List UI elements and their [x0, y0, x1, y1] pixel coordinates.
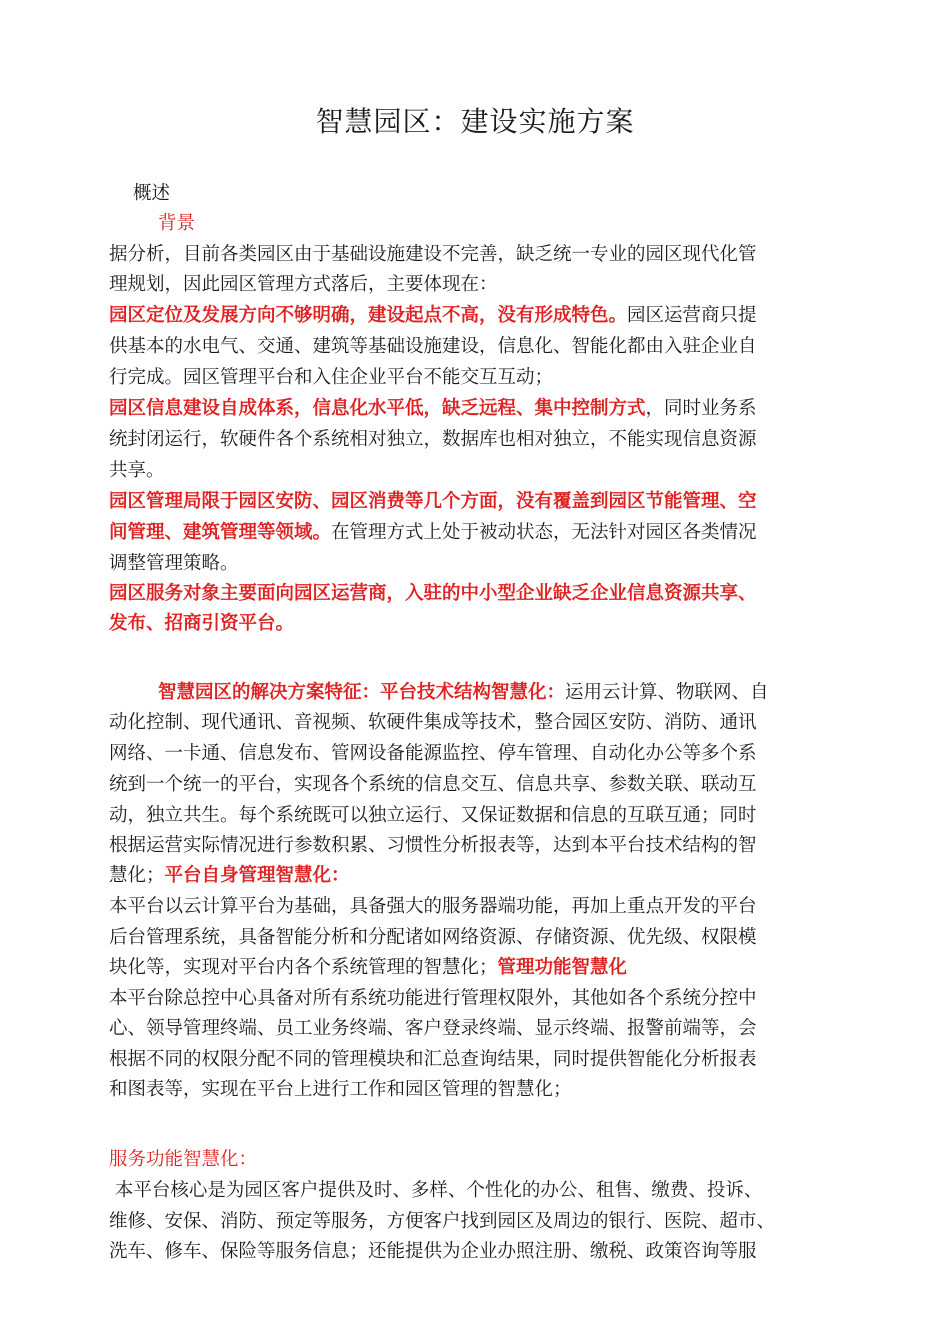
paragraph-line: 据分析，目前各类园区由于基础设施建设不完善，缺乏统一专业的园区现代化管	[109, 244, 757, 265]
paragraph-line	[109, 517, 844, 548]
paragraph-line	[158, 677, 893, 708]
paragraph-line: 根据运营实际情况进行参数积累、习惯性分析报表等，达到本平台技术结构的智	[109, 835, 757, 856]
paragraph-line: 后台管理系统，具备智能分析和分配诸如网络资源、存储资源、优先级、权限模	[109, 927, 757, 948]
body-text: 运用云计算、物联网、自	[565, 682, 769, 703]
paragraph-line: 行完成。园区管理平台和入住企业平台不能交互互动；	[109, 367, 554, 388]
paragraph-line: 园区服务对象主要面向园区运营商，入驻的中小型企业缺乏企业信息资源共享、	[109, 583, 757, 604]
paragraph-line: 心、领导管理终端、员工业务终端、客户登录终端、显示终端、报警前端等，会	[109, 1018, 757, 1039]
body-text: 块化等，实现对平台内各个系统管理的智慧化；	[109, 957, 498, 978]
paragraph-line	[109, 393, 844, 424]
paragraph-line: 本平台除总控中心具备对所有系统功能进行管理权限外，其他如各个系统分控中	[109, 988, 757, 1009]
highlight-text: 间管理、建筑管理等领域。	[109, 522, 332, 543]
paragraph-line: 洗车、修车、保险等服务信息；还能提供为企业办照注册、缴税、政策咨询等服	[109, 1241, 757, 1262]
paragraph-line: 本平台以云计算平台为基础，具备强大的服务器端功能，再加上重点开发的平台	[109, 896, 757, 917]
body-text: 园区运营商只提	[627, 305, 757, 326]
paragraph-line: 统到一个统一的平台，实现各个系统的信息交互、信息共享、参数关联、联动互	[109, 774, 757, 795]
paragraph-line: 发布、招商引资平台。	[109, 613, 295, 634]
paragraph-line	[109, 952, 844, 983]
body-text: 慧化；	[109, 865, 165, 886]
paragraph-line: 统封闭运行，软硬件各个系统相对独立，数据库也相对独立，不能实现信息资源	[109, 429, 757, 450]
paragraph-line: 维修、安保、消防、预定等服务，方便客户找到园区及周边的银行、医院、超市、	[109, 1211, 776, 1232]
paragraph-line	[109, 860, 844, 891]
highlight-text: 平台自身管理智慧化：	[164, 865, 350, 886]
highlight-text: 园区定位及发展方向不够明确，建设起点不高，没有形成特色。	[109, 305, 628, 326]
section-heading: 服务功能智慧化：	[109, 1149, 258, 1170]
paragraph-line: 调整管理策略。	[109, 553, 239, 574]
paragraph-line: 共享。	[109, 460, 165, 481]
paragraph-line: 本平台核心是为园区客户提供及时、多样、个性化的办公、租售、缴费、投诉、	[109, 1180, 763, 1201]
background-heading: 背景	[158, 213, 196, 234]
paragraph-line: 园区管理局限于园区安防、园区消费等几个方面，没有覆盖到园区节能管理、空	[109, 491, 757, 512]
overview-heading: 概述	[133, 183, 171, 204]
paragraph-line	[109, 300, 844, 331]
body-text: ，同时业务系	[645, 398, 757, 419]
body-text: 在管理方式上处于被动状态，无法针对园区各类情况	[331, 522, 757, 543]
highlight-text: 园区信息建设自成体系，信息化水平低，缺乏远程、集中控制方式	[109, 398, 646, 419]
paragraph-line: 供基本的水电气、交通、建筑等基础设施建设，信息化、智能化都由入驻企业自	[109, 336, 757, 357]
paragraph-line: 动化控制、现代通讯、音视频、软硬件集成等技术，整合园区安防、消防、通讯	[109, 712, 757, 733]
paragraph-line: 和图表等，实现在平台上进行工作和园区管理的智慧化；	[109, 1079, 572, 1100]
highlight-text: 管理功能智慧化	[497, 957, 628, 978]
paragraph-line: 根据不同的权限分配不同的管理模块和汇总查询结果，同时提供智能化分析报表	[109, 1049, 757, 1070]
paragraph-line: 网络、一卡通、信息发布、管网设备能源监控、停车管理、自动化办公等多个系	[109, 743, 757, 764]
paragraph-line: 理规划，因此园区管理方式落后，主要体现在：	[109, 274, 498, 295]
page-title: 智慧园区：建设实施方案	[315, 105, 635, 138]
paragraph-line: 动，独立共生。每个系统既可以独立运行、又保证数据和信息的互联互通；同时	[109, 805, 757, 826]
highlight-text: 智慧园区的解决方案特征：平台技术结构智慧化：	[158, 682, 566, 703]
